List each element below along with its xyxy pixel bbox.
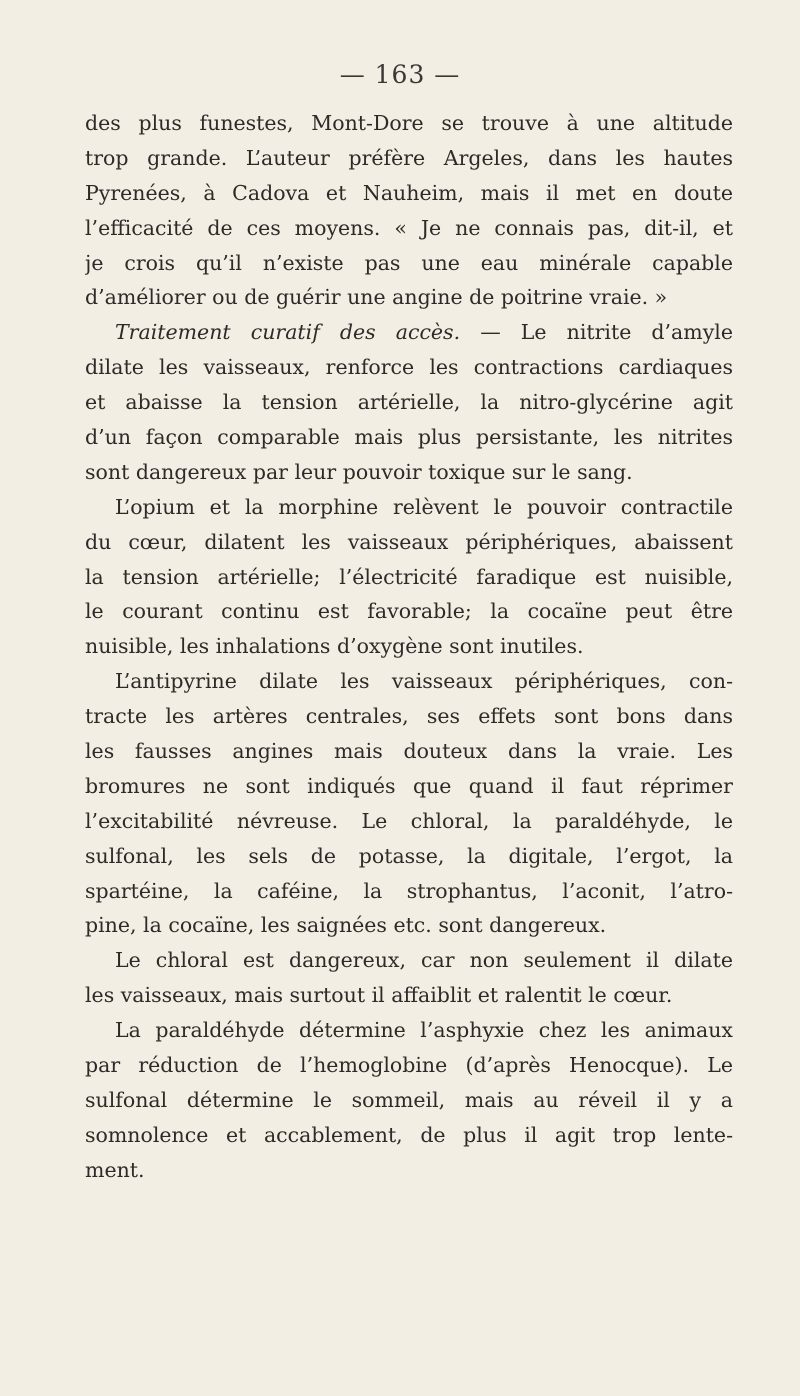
text-line: et abaisse la tension artérielle, la nitro-glycérine agit: [85, 390, 733, 415]
text-line: l’efficacité de ces moyens. « Je ne connais pas, dit-il, et: [85, 215, 733, 240]
text-line: par réduction de l’hemoglobine (d’après Henocque). Le: [85, 1053, 733, 1078]
text-line: pine, la cocaïne, les saignées etc. sont dangereux.: [85, 913, 607, 938]
text-line: d’un façon comparable mais plus persistante, les nitrites: [85, 425, 733, 450]
text-line: d’améliorer ou de guérir une angine de poitrine vraie. »: [85, 285, 668, 310]
text-line: tracte les artères centrales, ses effets sont bons dans: [85, 704, 733, 729]
text-line: l’excitabilité névreuse. Le chloral, la paraldéhyde, le: [85, 808, 733, 833]
section-heading: Traitement curatif des accès.: [115, 320, 461, 345]
heading-continuation: — Le nitrite d’amyle: [480, 320, 733, 345]
text-line: la tension artérielle; l’électricité faradique est nuisible,: [85, 564, 733, 589]
page-number: — 163 —: [339, 60, 461, 89]
text-line: sont dangereux par leur pouvoir toxique sur le sang.: [85, 459, 633, 484]
text-line: du cœur, dilatent les vaisseaux périphériques, abaissent: [85, 529, 733, 554]
text-line: le courant continu est favorable; la cocaïne peut être: [85, 599, 733, 624]
text-line: L’antipyrine dilate les vaisseaux périphériques, con-: [115, 669, 733, 694]
text-line: je crois qu’il n’existe pas une eau minérale capable: [85, 250, 733, 275]
text-line: spartéine, la caféine, la strophantus, l’aconit, l’atro-: [85, 878, 733, 903]
text-line: les vaisseaux, mais surtout il affaiblit et ralentit le cœur.: [85, 983, 673, 1008]
text-line: L’opium et la morphine relèvent le pouvoir contractile: [115, 494, 733, 519]
text-line: trop grande. L’auteur préfère Argeles, dans les hautes: [85, 145, 733, 170]
text-line: somnolence et accablement, de plus il agit trop lente-: [85, 1122, 733, 1147]
text-line: Pyrenées, à Cadova et Nauheim, mais il met en doute: [85, 180, 733, 205]
text-line: Le chloral est dangereux, car non seulement il dilate: [115, 948, 733, 973]
text-line: La paraldéhyde détermine l’asphyxie chez les animaux: [115, 1018, 733, 1043]
text-line: les fausses angines mais douteux dans la vraie. Les: [85, 739, 733, 764]
text-line: dilate les vaisseaux, renforce les contractions cardiaques: [85, 355, 733, 380]
text-line: nuisible, les inhalations d’oxygène sont inutiles.: [85, 634, 584, 659]
text-line: des plus funestes, Mont-Dore se trouve à une altitude: [85, 111, 733, 135]
text-line: bromures ne sont indiqués que quand il faut réprimer: [85, 773, 733, 798]
text-line: sulfonal, les sels de potasse, la digitale, l’ergot, la: [85, 843, 733, 868]
text-line: sulfonal détermine le sommeil, mais au réveil il y a: [85, 1087, 733, 1112]
text-line-heading: [85, 315, 733, 350]
text-line: ment.: [85, 1157, 145, 1182]
body-text: [85, 106, 733, 1188]
